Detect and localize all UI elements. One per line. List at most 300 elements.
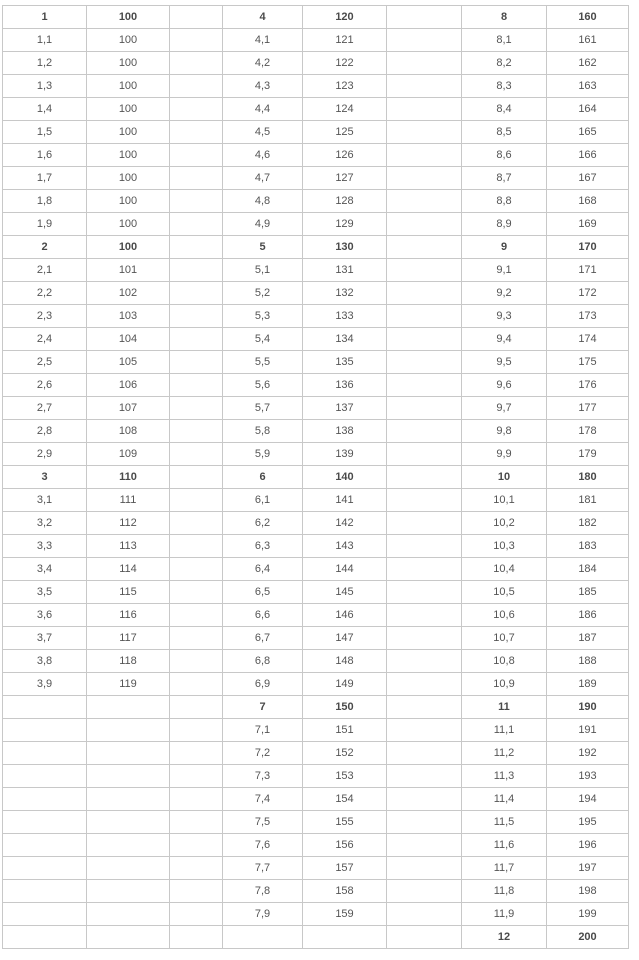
- table-cell: [170, 305, 223, 328]
- table-cell: [170, 581, 223, 604]
- table-cell: 10,1: [462, 489, 547, 512]
- table-cell: 118: [87, 650, 170, 673]
- table-cell: 1,2: [3, 52, 87, 75]
- table-cell: 136: [303, 374, 387, 397]
- table-cell: 5,5: [223, 351, 303, 374]
- table-cell: 7: [223, 696, 303, 719]
- table-cell: 123: [303, 75, 387, 98]
- table-cell: 150: [303, 696, 387, 719]
- table-cell: 100: [87, 121, 170, 144]
- table-cell: 116: [87, 604, 170, 627]
- table-cell: 10,7: [462, 627, 547, 650]
- table-cell: [3, 742, 87, 765]
- table-cell: 113: [87, 535, 170, 558]
- table-row: [3, 466, 629, 489]
- table-row: [3, 765, 629, 788]
- table-cell: 3,1: [3, 489, 87, 512]
- table-cell: [3, 765, 87, 788]
- table-cell: 121: [303, 29, 387, 52]
- table-cell: 170: [547, 236, 629, 259]
- table-cell: [387, 259, 462, 282]
- table-cell: 5: [223, 236, 303, 259]
- table-cell: [387, 765, 462, 788]
- table-cell: [170, 535, 223, 558]
- table-cell: 180: [547, 466, 629, 489]
- table-cell: 141: [303, 489, 387, 512]
- table-cell: 158: [303, 880, 387, 903]
- table-cell: [387, 673, 462, 696]
- table-cell: [387, 696, 462, 719]
- table-cell: [387, 926, 462, 949]
- table-cell: [387, 121, 462, 144]
- table-cell: 109: [87, 443, 170, 466]
- table-cell: 178: [547, 420, 629, 443]
- table-cell: [170, 489, 223, 512]
- table-row: [3, 420, 629, 443]
- table-cell: [387, 305, 462, 328]
- table-row: [3, 627, 629, 650]
- table-cell: [387, 420, 462, 443]
- table-cell: 11,3: [462, 765, 547, 788]
- table-cell: [170, 236, 223, 259]
- table-row: [3, 259, 629, 282]
- table-cell: [387, 742, 462, 765]
- table-cell: 143: [303, 535, 387, 558]
- table-cell: [387, 397, 462, 420]
- table-cell: [387, 144, 462, 167]
- table-cell: [170, 696, 223, 719]
- table-cell: [387, 903, 462, 926]
- table-row: [3, 6, 629, 29]
- table-cell: [87, 926, 170, 949]
- table-cell: 10: [462, 466, 547, 489]
- table-cell: 9,6: [462, 374, 547, 397]
- table-cell: [3, 926, 87, 949]
- table-cell: 168: [547, 190, 629, 213]
- table-cell: 6,1: [223, 489, 303, 512]
- table-cell: 5,4: [223, 328, 303, 351]
- table-cell: 11: [462, 696, 547, 719]
- table-cell: 4,1: [223, 29, 303, 52]
- table-cell: 117: [87, 627, 170, 650]
- table-cell: 10,2: [462, 512, 547, 535]
- table-cell: [87, 880, 170, 903]
- table-cell: [387, 857, 462, 880]
- table-cell: 196: [547, 834, 629, 857]
- table-cell: [387, 282, 462, 305]
- table-cell: 4: [223, 6, 303, 29]
- table-cell: 11,7: [462, 857, 547, 880]
- table-cell: 187: [547, 627, 629, 650]
- table-row: [3, 512, 629, 535]
- table-cell: 140: [303, 466, 387, 489]
- table-cell: 8,7: [462, 167, 547, 190]
- table-cell: [3, 834, 87, 857]
- table-cell: [387, 351, 462, 374]
- table-cell: 130: [303, 236, 387, 259]
- table-cell: 137: [303, 397, 387, 420]
- table-cell: 2,4: [3, 328, 87, 351]
- table-cell: 144: [303, 558, 387, 581]
- table-cell: 153: [303, 765, 387, 788]
- table-cell: 174: [547, 328, 629, 351]
- table-cell: 161: [547, 29, 629, 52]
- table-cell: 128: [303, 190, 387, 213]
- table-cell: [87, 811, 170, 834]
- table-cell: 149: [303, 673, 387, 696]
- table-cell: 183: [547, 535, 629, 558]
- table-cell: 194: [547, 788, 629, 811]
- table-row: [3, 581, 629, 604]
- table-cell: 2,2: [3, 282, 87, 305]
- table-cell: [387, 581, 462, 604]
- table-cell: [170, 673, 223, 696]
- table-cell: [170, 351, 223, 374]
- table-cell: 156: [303, 834, 387, 857]
- table-cell: [170, 857, 223, 880]
- table-cell: 182: [547, 512, 629, 535]
- table-cell: 10,4: [462, 558, 547, 581]
- table-cell: [3, 719, 87, 742]
- table-cell: [387, 374, 462, 397]
- table-row: [3, 558, 629, 581]
- table-cell: [387, 236, 462, 259]
- table-cell: [170, 328, 223, 351]
- table-cell: [87, 765, 170, 788]
- table-cell: 173: [547, 305, 629, 328]
- table-cell: 176: [547, 374, 629, 397]
- table-cell: 3,2: [3, 512, 87, 535]
- table-cell: 151: [303, 719, 387, 742]
- table-cell: [387, 328, 462, 351]
- table-cell: [87, 834, 170, 857]
- table-row: [3, 834, 629, 857]
- table-cell: 3,9: [3, 673, 87, 696]
- table-cell: 154: [303, 788, 387, 811]
- table-cell: 2,7: [3, 397, 87, 420]
- table-cell: 2,9: [3, 443, 87, 466]
- table-cell: 7,7: [223, 857, 303, 880]
- table-cell: 127: [303, 167, 387, 190]
- table-cell: 115: [87, 581, 170, 604]
- table-cell: 9,1: [462, 259, 547, 282]
- table-cell: 171: [547, 259, 629, 282]
- table-cell: [170, 98, 223, 121]
- table-row: [3, 121, 629, 144]
- table-cell: 100: [87, 236, 170, 259]
- table-cell: [387, 788, 462, 811]
- table-cell: [3, 696, 87, 719]
- table-cell: 132: [303, 282, 387, 305]
- table-cell: [387, 880, 462, 903]
- table-cell: 10,3: [462, 535, 547, 558]
- table-cell: [87, 742, 170, 765]
- table-cell: 2: [3, 236, 87, 259]
- table-cell: 8,5: [462, 121, 547, 144]
- table-cell: 8,8: [462, 190, 547, 213]
- table-cell: 10,8: [462, 650, 547, 673]
- table-cell: [387, 650, 462, 673]
- table-cell: 5,8: [223, 420, 303, 443]
- table-cell: 5,7: [223, 397, 303, 420]
- table-cell: [3, 788, 87, 811]
- table-cell: 3,7: [3, 627, 87, 650]
- table-cell: [3, 903, 87, 926]
- table-cell: 112: [87, 512, 170, 535]
- table-cell: 9,3: [462, 305, 547, 328]
- table-cell: [170, 29, 223, 52]
- table-cell: 148: [303, 650, 387, 673]
- table-cell: 177: [547, 397, 629, 420]
- table-cell: [387, 213, 462, 236]
- table-cell: 2,6: [3, 374, 87, 397]
- table-row: [3, 328, 629, 351]
- table-cell: 11,8: [462, 880, 547, 903]
- table-cell: 9,5: [462, 351, 547, 374]
- table-cell: [387, 75, 462, 98]
- table-cell: 100: [87, 190, 170, 213]
- table-cell: 101: [87, 259, 170, 282]
- table-cell: 102: [87, 282, 170, 305]
- table-cell: [170, 834, 223, 857]
- table-cell: 4,9: [223, 213, 303, 236]
- table-row: [3, 167, 629, 190]
- table-cell: 2,1: [3, 259, 87, 282]
- table-row: [3, 236, 629, 259]
- table-cell: [387, 627, 462, 650]
- table-cell: 100: [87, 98, 170, 121]
- table-cell: 100: [87, 75, 170, 98]
- table-cell: 100: [87, 144, 170, 167]
- table-cell: 165: [547, 121, 629, 144]
- table-cell: 2,5: [3, 351, 87, 374]
- table-cell: 193: [547, 765, 629, 788]
- table-cell: 8,3: [462, 75, 547, 98]
- table-row: [3, 305, 629, 328]
- table-cell: 3,5: [3, 581, 87, 604]
- table-cell: [3, 857, 87, 880]
- table-row: [3, 29, 629, 52]
- table-cell: [170, 788, 223, 811]
- table-cell: 134: [303, 328, 387, 351]
- table-cell: 190: [547, 696, 629, 719]
- table-cell: [87, 719, 170, 742]
- table-cell: 1,5: [3, 121, 87, 144]
- table-cell: 8,1: [462, 29, 547, 52]
- table-cell: 110: [87, 466, 170, 489]
- table-cell: 185: [547, 581, 629, 604]
- table-row: [3, 190, 629, 213]
- table-cell: 9,8: [462, 420, 547, 443]
- table-cell: 124: [303, 98, 387, 121]
- table-cell: 1,4: [3, 98, 87, 121]
- table-cell: 155: [303, 811, 387, 834]
- table-cell: 9,2: [462, 282, 547, 305]
- table-cell: 4,3: [223, 75, 303, 98]
- table-cell: 188: [547, 650, 629, 673]
- table-cell: 4,4: [223, 98, 303, 121]
- table-row: [3, 604, 629, 627]
- table-cell: 3,4: [3, 558, 87, 581]
- table-cell: 138: [303, 420, 387, 443]
- table-cell: 122: [303, 52, 387, 75]
- table-cell: 1,1: [3, 29, 87, 52]
- table-row: [3, 443, 629, 466]
- table-row: [3, 489, 629, 512]
- table-cell: [3, 880, 87, 903]
- table-cell: 169: [547, 213, 629, 236]
- table-cell: [87, 788, 170, 811]
- table-cell: 8,2: [462, 52, 547, 75]
- table-cell: [387, 443, 462, 466]
- table-row: [3, 903, 629, 926]
- table-cell: [387, 29, 462, 52]
- table-cell: 4,8: [223, 190, 303, 213]
- table-cell: 163: [547, 75, 629, 98]
- table-cell: [387, 811, 462, 834]
- table-cell: 195: [547, 811, 629, 834]
- table-cell: [387, 558, 462, 581]
- table-cell: [170, 604, 223, 627]
- table-cell: 10,9: [462, 673, 547, 696]
- table-cell: 4,5: [223, 121, 303, 144]
- table-cell: [170, 259, 223, 282]
- table-row: [3, 52, 629, 75]
- table-cell: [170, 742, 223, 765]
- table-cell: 10,5: [462, 581, 547, 604]
- table-cell: [170, 512, 223, 535]
- table-cell: [170, 144, 223, 167]
- table-cell: [170, 719, 223, 742]
- table-cell: [387, 512, 462, 535]
- table-cell: 160: [547, 6, 629, 29]
- table-cell: 10,6: [462, 604, 547, 627]
- table-cell: 9,7: [462, 397, 547, 420]
- table-cell: 9,4: [462, 328, 547, 351]
- table-cell: [170, 121, 223, 144]
- value-table: [2, 5, 629, 949]
- table-cell: [170, 374, 223, 397]
- table-cell: 7,9: [223, 903, 303, 926]
- table-cell: [170, 6, 223, 29]
- table-cell: [387, 719, 462, 742]
- table-cell: [170, 903, 223, 926]
- table-cell: 162: [547, 52, 629, 75]
- table-cell: 2,3: [3, 305, 87, 328]
- table-cell: [387, 834, 462, 857]
- table-cell: [170, 167, 223, 190]
- table-cell: 114: [87, 558, 170, 581]
- table-row: [3, 144, 629, 167]
- table-cell: [387, 489, 462, 512]
- table-cell: 7,5: [223, 811, 303, 834]
- table-cell: 105: [87, 351, 170, 374]
- table-cell: 126: [303, 144, 387, 167]
- table-cell: 152: [303, 742, 387, 765]
- table-cell: 164: [547, 98, 629, 121]
- table-cell: 106: [87, 374, 170, 397]
- table-cell: 107: [87, 397, 170, 420]
- table-cell: 11,2: [462, 742, 547, 765]
- table-cell: 100: [87, 52, 170, 75]
- table-cell: 145: [303, 581, 387, 604]
- table-cell: 197: [547, 857, 629, 880]
- table-cell: 11,1: [462, 719, 547, 742]
- table-cell: 6,7: [223, 627, 303, 650]
- table-cell: [170, 397, 223, 420]
- table-row: [3, 98, 629, 121]
- table-cell: [223, 926, 303, 949]
- table-cell: 6,6: [223, 604, 303, 627]
- table-row: [3, 857, 629, 880]
- table-cell: 147: [303, 627, 387, 650]
- table-cell: [387, 535, 462, 558]
- table-cell: 100: [87, 213, 170, 236]
- table-row: [3, 75, 629, 98]
- table-cell: 135: [303, 351, 387, 374]
- table-cell: 6,9: [223, 673, 303, 696]
- table-cell: 159: [303, 903, 387, 926]
- table-cell: 139: [303, 443, 387, 466]
- table-cell: 6,3: [223, 535, 303, 558]
- table-cell: 6,2: [223, 512, 303, 535]
- table-cell: 3: [3, 466, 87, 489]
- table-row: [3, 374, 629, 397]
- table-cell: 2,8: [3, 420, 87, 443]
- table-cell: 181: [547, 489, 629, 512]
- table-cell: 5,3: [223, 305, 303, 328]
- table-cell: 104: [87, 328, 170, 351]
- table-cell: 129: [303, 213, 387, 236]
- table-cell: 4,2: [223, 52, 303, 75]
- table-cell: 131: [303, 259, 387, 282]
- table-cell: 7,2: [223, 742, 303, 765]
- table-cell: 3,8: [3, 650, 87, 673]
- table-cell: [170, 811, 223, 834]
- table-cell: 186: [547, 604, 629, 627]
- table-cell: 111: [87, 489, 170, 512]
- table-cell: [387, 167, 462, 190]
- table-cell: [170, 926, 223, 949]
- table-cell: 6,8: [223, 650, 303, 673]
- table-cell: 7,3: [223, 765, 303, 788]
- table-cell: [387, 190, 462, 213]
- table-cell: 1,3: [3, 75, 87, 98]
- table-cell: 184: [547, 558, 629, 581]
- table-row: [3, 880, 629, 903]
- table-cell: 133: [303, 305, 387, 328]
- table-cell: 1,8: [3, 190, 87, 213]
- table-cell: [87, 903, 170, 926]
- table-row: [3, 742, 629, 765]
- table-row: [3, 650, 629, 673]
- table-cell: 11,6: [462, 834, 547, 857]
- table-row: [3, 673, 629, 696]
- table-cell: [170, 213, 223, 236]
- table-cell: [170, 420, 223, 443]
- table-row: [3, 351, 629, 374]
- table-cell: 6: [223, 466, 303, 489]
- table-cell: 142: [303, 512, 387, 535]
- table-row: [3, 696, 629, 719]
- table-cell: 4,6: [223, 144, 303, 167]
- table-row: [3, 788, 629, 811]
- table-cell: 7,6: [223, 834, 303, 857]
- table-cell: 108: [87, 420, 170, 443]
- table-row: [3, 535, 629, 558]
- table-cell: 191: [547, 719, 629, 742]
- table-cell: [3, 811, 87, 834]
